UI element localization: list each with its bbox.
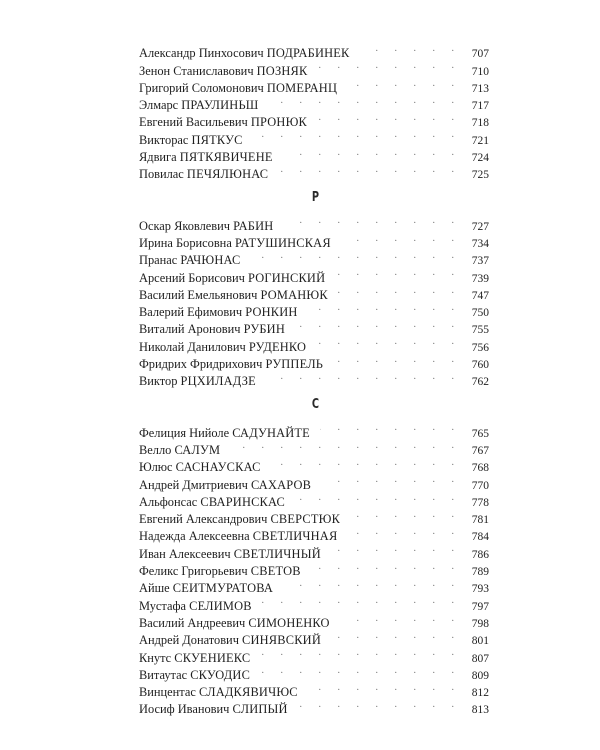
entry-name: Андрей Донатович СИНЯВСКИЙ — [139, 633, 321, 648]
entry-name: Евгений Васильевич ПРОНЮК — [139, 115, 307, 130]
entry-name: Андрей Дмитриевич САХАРОВ — [139, 477, 312, 492]
toc-section-s — [139, 419, 489, 717]
entry-page-number: 807 — [471, 652, 489, 665]
entry-name: Фридрих Фридрихович РУППЕЛЬ — [139, 357, 324, 372]
toc-entry — [139, 419, 489, 440]
dot-leader — [308, 679, 461, 696]
entry-page-number: 770 — [471, 479, 489, 492]
entry-page-number: 755 — [471, 324, 489, 337]
entry-name: Викторас ПЯТКУС — [139, 132, 243, 147]
dot-leader — [350, 506, 461, 523]
entry-page-number: 760 — [471, 359, 489, 372]
dot-leader — [260, 644, 461, 661]
entry-name: Повилас ПЕЧЯЛЮНАС — [139, 167, 269, 182]
dot-leader — [266, 368, 461, 385]
dot-leader — [283, 144, 461, 161]
entry-page-number: 717 — [471, 100, 489, 113]
entry-page-number: 734 — [471, 237, 489, 250]
entry-name: Юлюс САСНАУСКАС — [139, 460, 261, 475]
entry-page-number: 793 — [471, 583, 489, 596]
entry-page-number: 781 — [471, 514, 489, 527]
entry-page-number: 762 — [471, 376, 489, 389]
entry-name: Валерий Ефимович РОНКИН — [139, 305, 298, 320]
dot-leader — [230, 437, 461, 454]
dot-leader — [321, 471, 461, 488]
dot-leader — [333, 351, 461, 368]
dot-leader — [360, 40, 461, 57]
entry-name: Ядвига ПЯТКЯВИЧЕНЕ — [139, 150, 273, 165]
entry-name: Григорий Соломонович ПОМЕРАНЦ — [139, 80, 338, 95]
entry-page-number: 727 — [471, 220, 489, 233]
entry-page-number: 756 — [471, 341, 489, 354]
entry-page-number: 721 — [471, 134, 489, 147]
entry-page-number: 725 — [471, 169, 489, 182]
entry-name: Василий Андреевич СИМОНЕНКО — [139, 615, 330, 630]
dot-leader — [308, 299, 461, 316]
section-letter-heading: С — [311, 397, 320, 413]
entry-name: Велло САЛУМ — [139, 442, 221, 457]
entry-page-number: 789 — [471, 566, 489, 579]
dot-leader — [341, 230, 461, 247]
entry-name: Виктор РЦХИЛАДЗЕ — [139, 374, 256, 389]
entry-name: Мустафа СЕЛИМОВ — [139, 598, 252, 613]
dot-leader — [311, 558, 461, 575]
dot-leader — [347, 75, 461, 92]
entry-name: Альфонсас СВАРИНСКАС — [139, 494, 286, 509]
dot-leader — [347, 523, 461, 540]
entry-page-number: 713 — [471, 82, 489, 95]
dot-leader — [320, 419, 461, 436]
entry-page-number: 801 — [471, 635, 489, 648]
dot-leader — [317, 109, 461, 126]
dot-leader — [278, 161, 461, 178]
dot-leader — [262, 592, 461, 609]
dot-leader — [268, 92, 461, 109]
dot-leader — [317, 57, 461, 74]
entry-name: Ирина Борисовна РАТУШИНСКАЯ — [139, 235, 331, 250]
entry-name: Винцентас СЛАДКЯВИЧЮС — [139, 685, 298, 700]
entry-page-number: 767 — [471, 444, 489, 457]
entry-page-number: 724 — [471, 152, 489, 165]
toc-section-continued — [139, 40, 489, 182]
entry-name: Фелиция Нийоле САДУНАЙТЕ — [139, 425, 310, 440]
dot-leader — [340, 610, 461, 627]
entry-page-number: 778 — [471, 496, 489, 509]
dot-leader — [331, 540, 461, 557]
entry-name: Витаутас СКУОДИС — [139, 667, 251, 682]
entry-page-number: 747 — [471, 289, 489, 302]
table-of-contents — [139, 40, 489, 717]
toc-entry — [139, 40, 489, 61]
entry-name: Иван Алексеевич СВЕТЛИЧНЫЙ — [139, 546, 321, 561]
entry-name: Пранас РАЧЮНАС — [139, 253, 241, 268]
entry-page-number: 813 — [471, 704, 489, 717]
entry-page-number: 718 — [471, 117, 489, 130]
dot-leader — [251, 247, 462, 264]
entry-page-number: 809 — [471, 669, 489, 682]
entry-name: Элмарс ПРАУЛИНЬШ — [139, 98, 259, 113]
dot-leader — [295, 316, 461, 333]
entry-page-number: 768 — [471, 462, 489, 475]
entry-page-number: 737 — [471, 255, 489, 268]
entry-page-number: 707 — [471, 48, 489, 61]
entry-name: Зенон Станиславович ПОЗНЯК — [139, 63, 308, 78]
entry-page-number: 798 — [471, 617, 489, 630]
entry-name: Надежда Алексеевна СВЕТЛИЧНАЯ — [139, 529, 338, 544]
toc-entry — [139, 212, 489, 233]
toc-section-r — [139, 212, 489, 389]
entry-name: Арсений Борисович РОГИНСКИЙ — [139, 270, 326, 285]
dot-leader — [338, 282, 461, 299]
dot-leader — [260, 662, 461, 679]
section-letter-heading: Р — [311, 190, 320, 206]
dot-leader — [316, 333, 461, 350]
entry-name: Виталий Аронович РУБИН — [139, 322, 285, 337]
dot-leader — [253, 126, 461, 143]
entry-page-number: 786 — [471, 548, 489, 561]
entry-name: Василий Емельянович РОМАНЮК — [139, 287, 328, 302]
entry-page-number: 812 — [471, 687, 489, 700]
entry-page-number: 765 — [471, 427, 489, 440]
entry-page-number: 784 — [471, 531, 489, 544]
dot-leader — [298, 696, 461, 713]
dot-leader — [283, 212, 461, 229]
dot-leader — [271, 454, 461, 471]
entry-name: Кнутс СКУЕНИЕКС — [139, 650, 251, 665]
entry-page-number: 710 — [471, 65, 489, 78]
entry-name: Евгений Александрович СВЕРСТЮК — [139, 512, 341, 527]
dot-leader — [331, 627, 461, 644]
dot-leader — [335, 264, 461, 281]
entry-name: Айше СЕИТМУРАТОВА — [139, 581, 274, 596]
entry-name: Оскар Яковлевич РАБИН — [139, 218, 274, 233]
dot-leader — [283, 575, 461, 592]
dot-leader — [295, 489, 461, 506]
entry-page-number: 739 — [471, 272, 489, 285]
entry-page-number: 797 — [471, 600, 489, 613]
entry-name: Николай Данилович РУДЕНКО — [139, 339, 307, 354]
entry-name: Иосиф Иванович СЛИПЫЙ — [139, 702, 288, 717]
entry-name: Александр Пинхосович ПОДРАБИНЕК — [139, 46, 350, 61]
entry-name: Феликс Григорьевич СВЕТОВ — [139, 564, 301, 579]
entry-page-number: 750 — [471, 307, 489, 320]
